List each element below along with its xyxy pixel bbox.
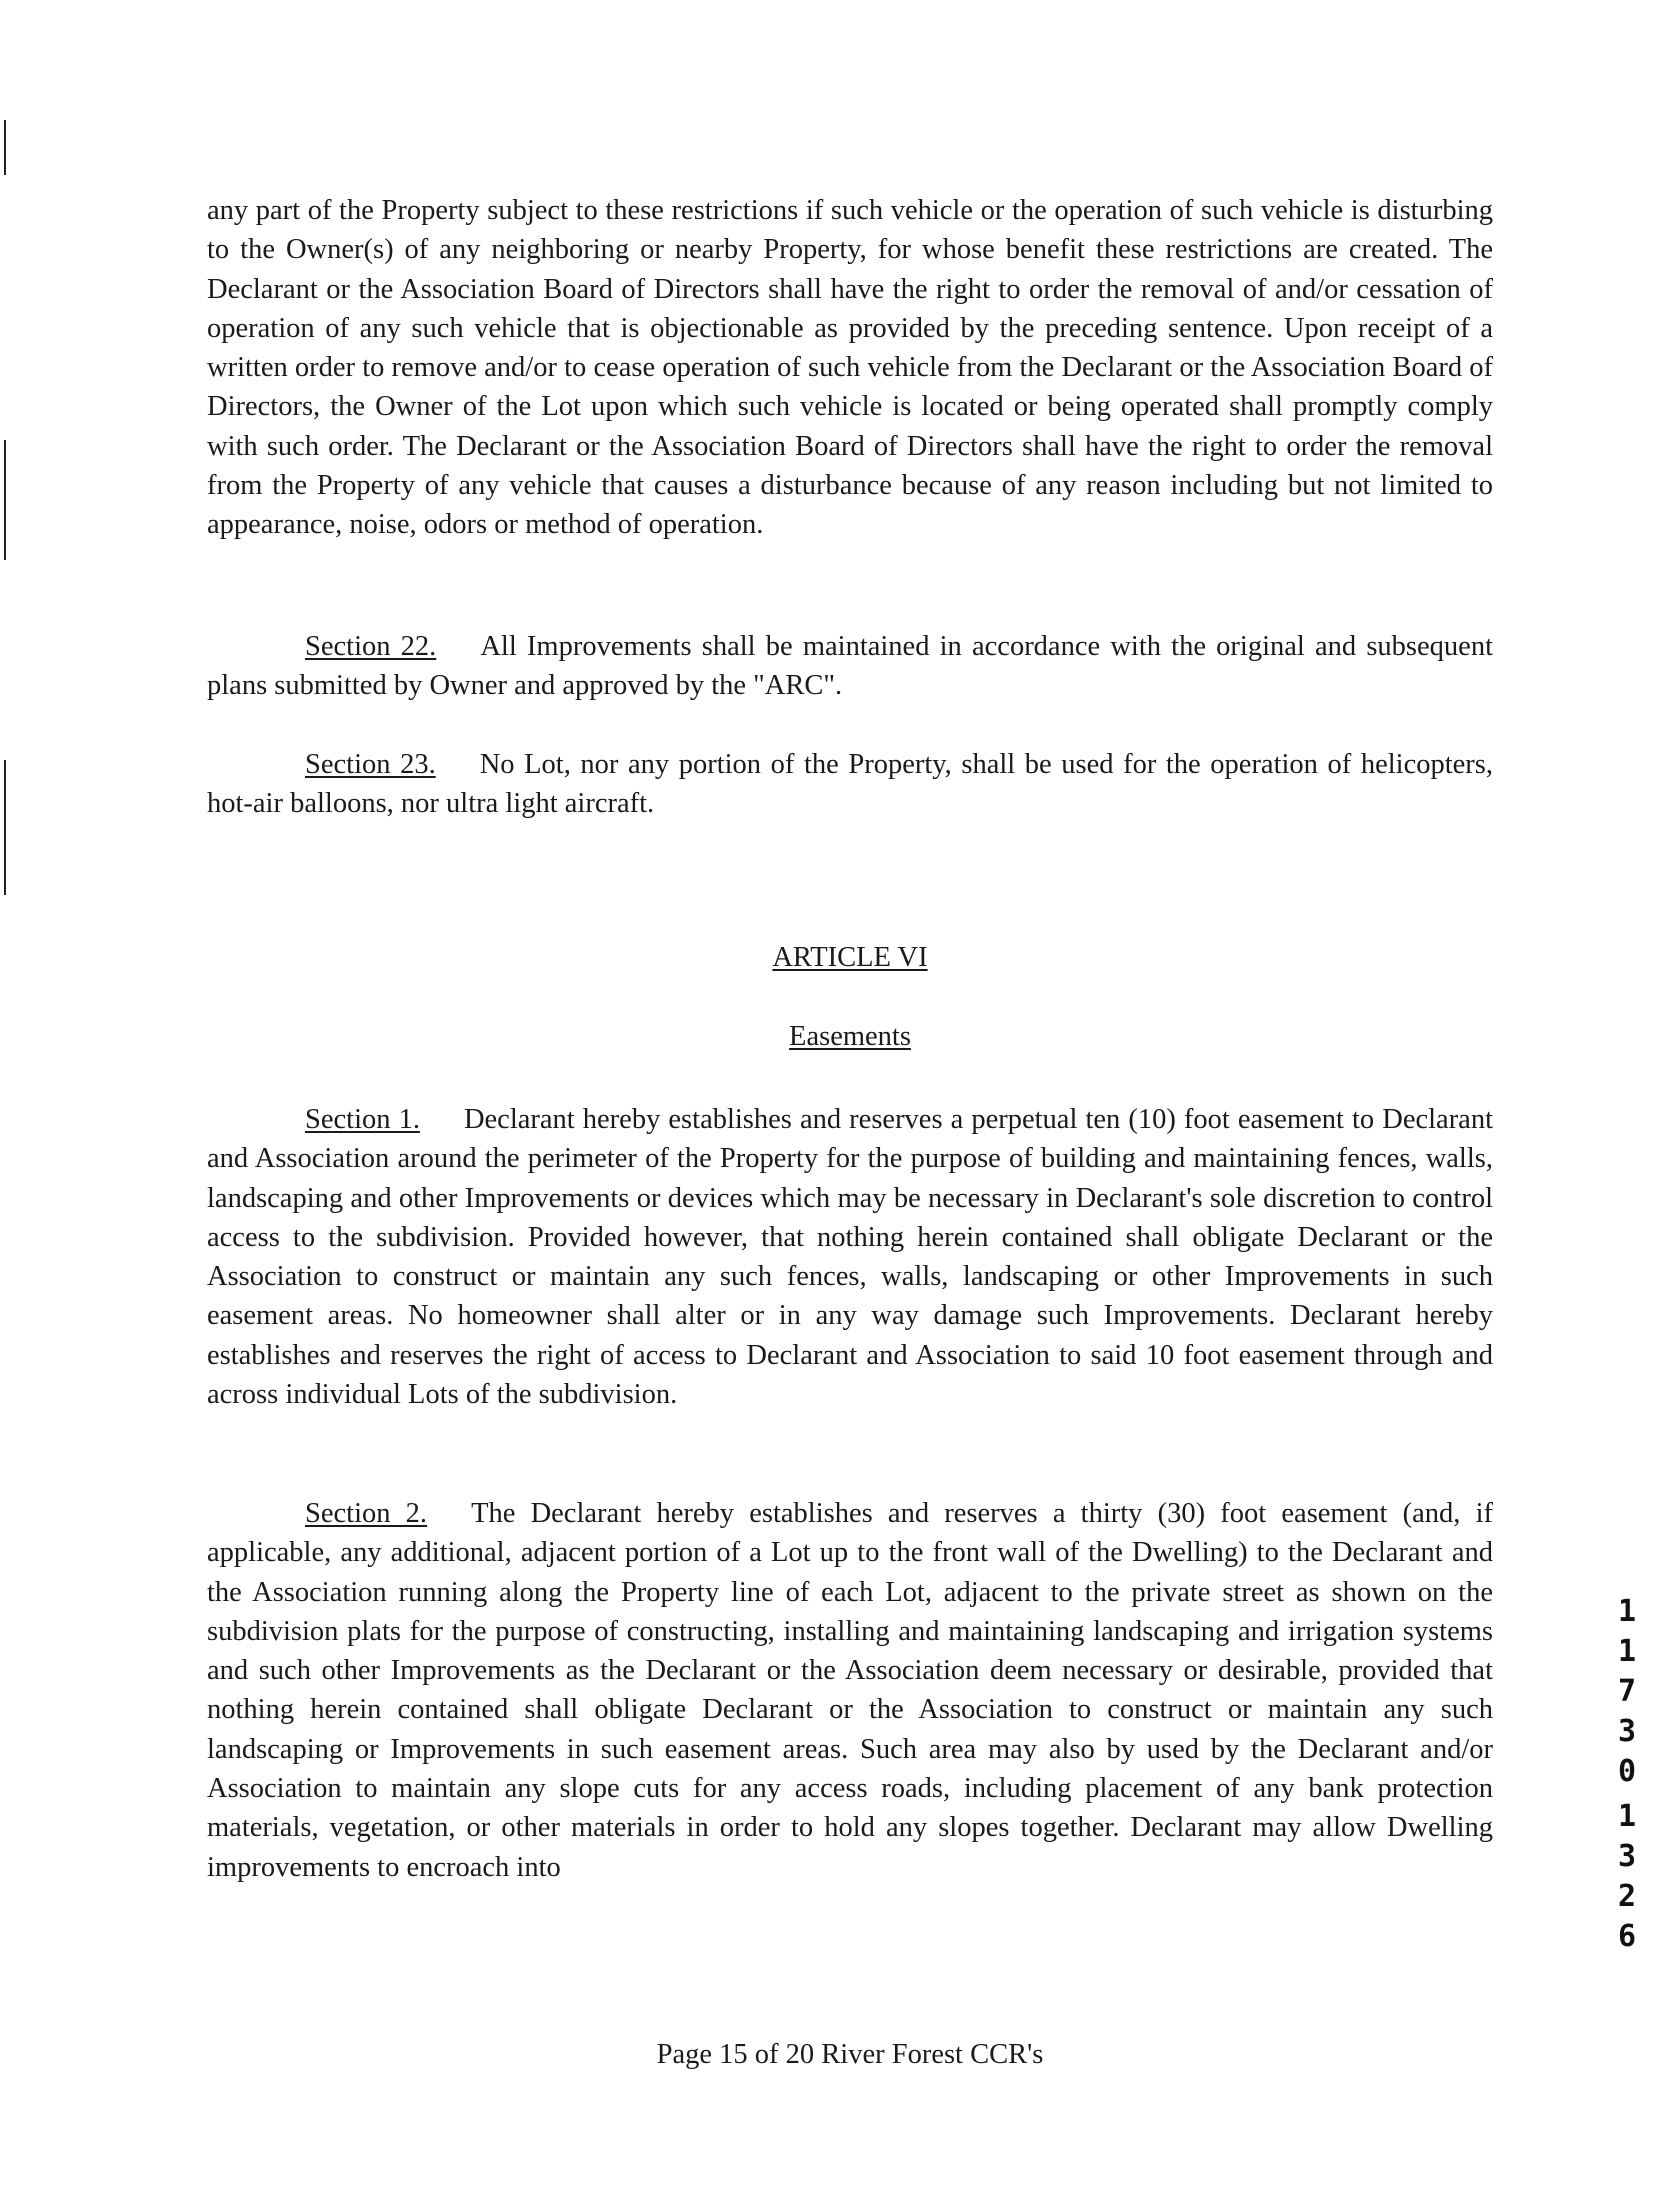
easement-section-2-label: Section 2. xyxy=(305,1498,428,1529)
recording-book-stamp: 1 1 7 3 0 xyxy=(1617,1594,1637,1789)
article-heading: ARTICLE VI xyxy=(772,942,928,973)
page-footer: Page 15 of 20 River Forest CCR's xyxy=(656,2039,1044,2070)
section-22-text: All Improvements shall be maintained in accordance with the original and subsequent plans submitted by Owner and approved by the "ARC". xyxy=(207,631,1493,702)
easement-section-1-label: Section 1. xyxy=(305,1104,420,1135)
section-23-label: Section 23. xyxy=(305,749,436,780)
scan-edge-mark xyxy=(4,440,6,560)
easement-section-1-paragraph xyxy=(207,1100,1493,1414)
intro-paragraph: any part of the Property subject to these restrictions if such vehicle or the operation of such vehicle is disturbing to the Owner(s) of any neighboring or nearby Property, for whose benefit these restrictions are created. The Declarant or the Association Board of Directors shall have the right to order the removal of and/or cessation of operation of any such vehicle that is objectionable as provided by the preceding sentence. Upon receipt of a written order to remove and/or to cease operation of such vehicle from the Declarant or the Association Board of Directors, the Owner of the Lot upon which such vehicle is located or being operated shall promptly comply with such order. The Declarant or the Association Board of Directors shall have the right to order the removal from the Property of any vehicle that causes a disturbance because of any reason including but not limited to appearance, noise, odors or method of operation. xyxy=(207,195,1493,541)
article-subheading: Easements xyxy=(789,1021,911,1052)
easement-section-2-paragraph xyxy=(207,1494,1493,1887)
easement-section-2-text: The Declarant hereby establishes and reserves a thirty (30) foot easement (and, if applicable, any additional, adjacent portion of a Lot up to the front wall of the Dwelling) to the Declarant and the Association running along the Property line of each Lot, adjacent to the private street as shown on the subdivision plats for the purpose of constructing, installing and maintaining landscaping and irrigation systems and such other Improvements as the Declarant or the Association deem necessary or desirable, provided that nothing herein contained shall obligate Declarant or the Association to construct or maintain any such landscaping or Improvements in such easement areas. Such area may also by used by the Declarant and/or Association to maintain any slope cuts for any access roads, including placement of any bank protection materials, vegetation, or other materials in order to hold any slopes together. Declarant may allow Dwelling improvements to encroach into xyxy=(207,1498,1493,1883)
section-22-paragraph xyxy=(207,627,1493,706)
scan-edge-mark xyxy=(4,120,6,175)
section-22-label: Section 22. xyxy=(305,631,437,662)
easement-section-1-text: Declarant hereby establishes and reserves a perpetual ten (10) foot easement to Declarant and Association around the perimeter of the Property for the purpose of building and maintaining fences, walls, landscaping and other Improvements or devices which may be necessary in Declarant's sole discretion to control access to the subdivision. Provided however, that nothing herein contained shall obligate Declarant or the Association to construct or maintain any such fences, walls, landscaping or other Improvements in such easement areas. No homeowner shall alter or in any way damage such Improvements. Declarant hereby establishes and reserves the right of access to Declarant and Association to said 10 foot easement through and across individual Lots of the subdivision. xyxy=(207,1104,1493,1411)
section-23-text: No Lot, nor any portion of the Property, shall be used for the operation of helicopters, hot-air balloons, nor ultra light aircraft. xyxy=(207,749,1493,820)
section-23-paragraph xyxy=(207,745,1493,824)
scan-edge-mark xyxy=(4,760,6,895)
recording-page-stamp: 1 3 2 6 xyxy=(1617,1799,1637,1954)
